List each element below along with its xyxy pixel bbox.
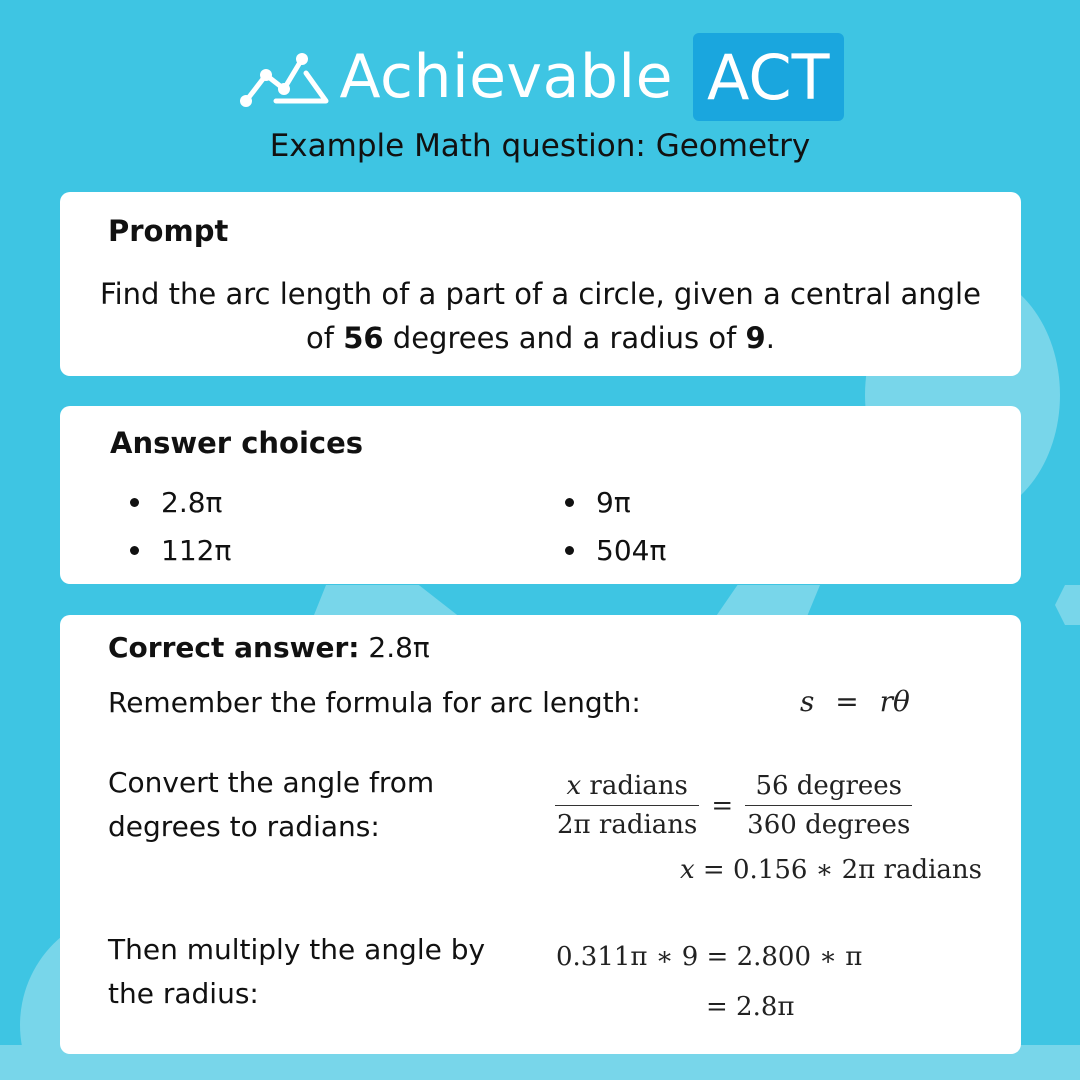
prompt-text-part: degrees and a radius of bbox=[383, 321, 746, 355]
answer-choice bbox=[130, 480, 565, 524]
math-var: x bbox=[566, 771, 582, 801]
bullet-icon bbox=[565, 498, 574, 507]
bullet-icon bbox=[130, 498, 139, 507]
math-var: rθ bbox=[879, 685, 910, 718]
multiply-line-2: = 2.8π bbox=[706, 992, 795, 1022]
math-var: s bbox=[800, 685, 815, 718]
fraction-denominator: 2π radians bbox=[555, 805, 699, 840]
fraction-numerator bbox=[564, 771, 689, 805]
answer-choice-label: 112π bbox=[161, 533, 232, 567]
correct-answer bbox=[108, 631, 430, 664]
brand-name: Achievable bbox=[339, 42, 674, 112]
math-equals: = bbox=[711, 790, 734, 821]
fraction-numerator: 56 degrees bbox=[755, 771, 903, 801]
step-convert-label: Convert the angle from degrees to radians: bbox=[108, 766, 435, 843]
x-solution-line bbox=[680, 855, 982, 885]
chart-mountain-icon bbox=[236, 45, 331, 109]
math-equals: = bbox=[835, 685, 859, 718]
answer-choice bbox=[565, 528, 765, 572]
math-text: = 0.156 ∗ 2π radians bbox=[694, 855, 982, 885]
prompt-card bbox=[60, 192, 1021, 376]
step-formula-label: Remember the formula for arc length: bbox=[108, 686, 641, 719]
math-var: x bbox=[680, 855, 695, 885]
fraction-denominator: 360 degrees bbox=[745, 805, 912, 840]
math-text: radians bbox=[581, 771, 688, 801]
angle-value: 56 bbox=[343, 321, 384, 355]
correct-answer-label: Correct answer: bbox=[108, 631, 360, 664]
prompt-text-part: . bbox=[765, 321, 775, 355]
bullet-icon bbox=[565, 546, 574, 555]
radius-value: 9 bbox=[745, 321, 766, 355]
prompt-text-part: Find the arc length of a part of a circle, given a central angle of bbox=[100, 277, 981, 355]
step-multiply-label: Then multiply the angle by the radius: bbox=[108, 933, 486, 1010]
brand-logo bbox=[236, 32, 843, 122]
fraction-radians bbox=[555, 771, 699, 840]
bullet-icon bbox=[130, 546, 139, 555]
page-subtitle: Example Math question: Geometry bbox=[269, 128, 811, 164]
answer-choice bbox=[565, 480, 765, 524]
background-stripe bbox=[1055, 585, 1080, 625]
fraction-degrees bbox=[745, 771, 912, 840]
answer-choice bbox=[130, 528, 565, 572]
brand-badge: ACT bbox=[693, 33, 844, 121]
correct-answer-value: 2.8π bbox=[368, 631, 430, 664]
answer-choices-card bbox=[60, 406, 1021, 584]
header bbox=[0, 32, 1080, 164]
solution-card bbox=[60, 615, 1021, 1054]
answer-choice-label: 504π bbox=[596, 533, 667, 567]
answer-choice-label: 2.8π bbox=[161, 485, 223, 519]
prompt-heading: Prompt bbox=[108, 214, 229, 248]
answer-choices-heading: Answer choices bbox=[110, 426, 364, 460]
conversion-equation bbox=[555, 771, 912, 840]
multiply-line-1: 0.311π ∗ 9 = 2.800 ∗ π bbox=[556, 942, 863, 972]
answer-choice-label: 9π bbox=[596, 485, 631, 519]
arc-length-formula bbox=[800, 685, 910, 718]
answer-choices-list bbox=[130, 480, 730, 572]
prompt-text bbox=[90, 272, 991, 360]
